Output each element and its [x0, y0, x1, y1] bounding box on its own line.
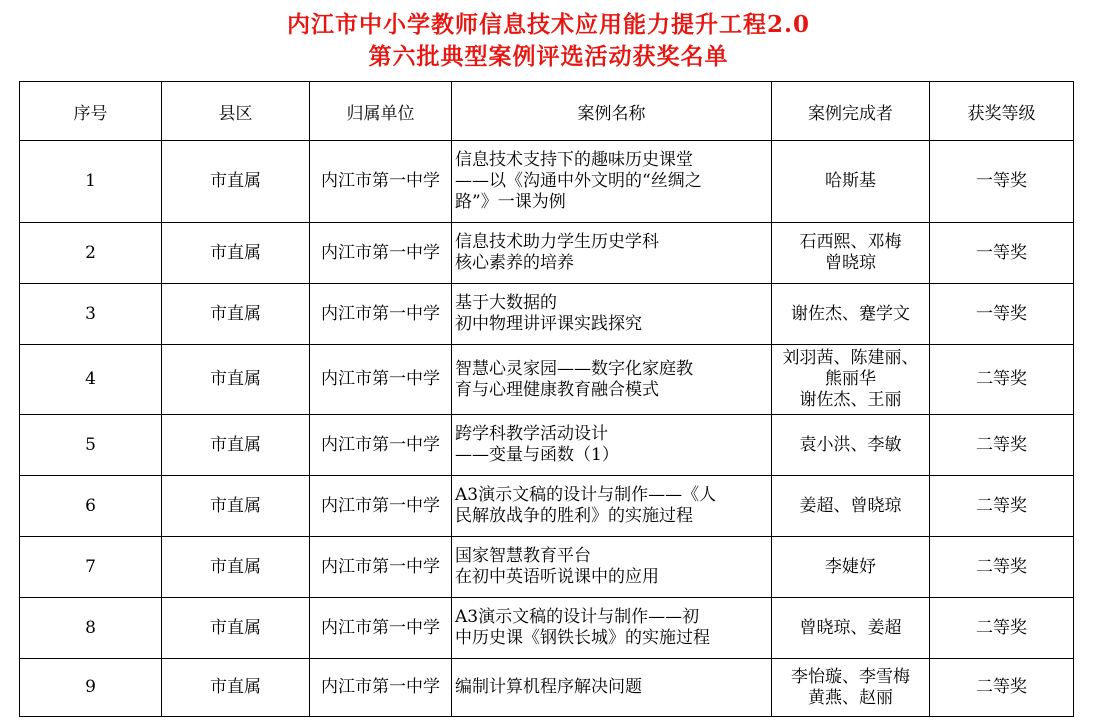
cell-unit: 内江市第一中学 [310, 537, 452, 598]
case-line: 路”》一课为例 [455, 192, 566, 212]
case-line: 中历史课《钢铁长城》的实施过程 [455, 628, 710, 648]
cell-county: 市直属 [162, 345, 310, 415]
author-line: 李婕妤 [825, 556, 876, 577]
title-line-2: 第六批典型案例评选活动获奖名单 [368, 43, 729, 70]
table-row [20, 476, 1074, 537]
cell-case [452, 141, 772, 223]
cell-authors [772, 141, 930, 223]
case-line: 跨学科教学活动设计 [455, 424, 608, 444]
case-line: 智慧心灵家园——数字化家庭教 [455, 358, 693, 379]
title-line-1: 内江市中小学教师信息技术应用能力提升工程2.0 [286, 11, 810, 38]
cell-level: 二等奖 [930, 476, 1074, 537]
cell-county: 市直属 [162, 476, 310, 537]
cell-authors [772, 659, 930, 717]
author-line: 石西熙、邓梅 [799, 232, 902, 252]
case-line: 在初中英语听说课中的应用 [455, 567, 659, 587]
cell-authors [772, 598, 930, 659]
author-line: 曾晓琼 [825, 253, 876, 273]
cell-no: 2 [20, 223, 162, 284]
award-table [19, 81, 1074, 717]
table-row [20, 345, 1074, 415]
cell-case [452, 345, 772, 415]
case-line: 民解放战争的胜利》的实施过程 [455, 506, 693, 526]
cell-case [452, 598, 772, 659]
cell-level: 一等奖 [930, 284, 1074, 345]
cell-no: 8 [20, 598, 162, 659]
cell-level: 二等奖 [930, 598, 1074, 659]
cell-county: 市直属 [162, 284, 310, 345]
cell-level: 一等奖 [930, 223, 1074, 284]
cell-county: 市直属 [162, 415, 310, 476]
header-unit: 归属单位 [310, 82, 452, 141]
author-line: 袁小洪、李敏 [799, 434, 902, 455]
cell-authors [772, 223, 930, 284]
header-level: 获奖等级 [930, 82, 1074, 141]
table-row [20, 284, 1074, 345]
cell-no: 5 [20, 415, 162, 476]
case-line: 国家智慧教育平台 [455, 546, 591, 566]
cell-county: 市直属 [162, 537, 310, 598]
author-line: 谢佐杰、王丽 [799, 390, 902, 410]
cell-no: 3 [20, 284, 162, 345]
cell-no: 1 [20, 141, 162, 223]
table-row [20, 659, 1074, 717]
cell-level: 二等奖 [930, 415, 1074, 476]
cell-authors [772, 345, 930, 415]
case-line: 编制计算机程序解决问题 [455, 677, 642, 697]
header-authors: 案例完成者 [772, 82, 930, 141]
cell-level: 二等奖 [930, 659, 1074, 717]
cell-unit: 内江市第一中学 [310, 659, 452, 717]
cell-county: 市直属 [162, 223, 310, 284]
author-line: 哈斯基 [825, 171, 876, 191]
cell-county: 市直属 [162, 659, 310, 717]
cell-unit: 内江市第一中学 [310, 598, 452, 659]
cell-unit: 内江市第一中学 [310, 223, 452, 284]
case-line: 育与心理健康教育融合模式 [455, 379, 659, 400]
cell-case [452, 659, 772, 717]
table-row [20, 537, 1074, 598]
cell-no: 9 [20, 659, 162, 717]
header-row [20, 82, 1074, 141]
author-line: 刘羽茜、陈建丽、 [782, 348, 919, 368]
table-row [20, 415, 1074, 476]
cell-case [452, 223, 772, 284]
header-no: 序号 [20, 82, 162, 141]
cell-unit: 内江市第一中学 [310, 476, 452, 537]
author-line: 谢佐杰、蹇学文 [791, 303, 910, 324]
cell-authors [772, 415, 930, 476]
case-line: ——以《沟通中外文明的“丝绸之 [455, 171, 702, 191]
case-line: A3演示文稿的设计与制作——《人 [455, 485, 717, 505]
cell-no: 7 [20, 537, 162, 598]
cell-case [452, 476, 772, 537]
cell-level: 二等奖 [930, 345, 1074, 415]
cell-unit: 内江市第一中学 [310, 345, 452, 415]
case-line: ——变量与函数（1） [455, 445, 619, 465]
cell-county: 市直属 [162, 598, 310, 659]
table-row [20, 598, 1074, 659]
author-line: 李怡璇、李雪梅 [791, 666, 910, 687]
author-line: 黄燕、赵丽 [808, 687, 893, 708]
case-line: 核心素养的培养 [455, 253, 574, 273]
author-line: 曾晓琼、姜超 [799, 617, 902, 638]
cell-case [452, 415, 772, 476]
cell-unit: 内江市第一中学 [310, 284, 452, 345]
cell-level: 二等奖 [930, 537, 1074, 598]
cell-authors [772, 284, 930, 345]
cell-case [452, 284, 772, 345]
header-county: 县区 [162, 82, 310, 141]
table-row [20, 141, 1074, 223]
cell-unit: 内江市第一中学 [310, 141, 452, 223]
cell-level: 一等奖 [930, 141, 1074, 223]
cell-no: 4 [20, 345, 162, 415]
cell-county: 市直属 [162, 141, 310, 223]
header-case: 案例名称 [452, 82, 772, 141]
case-line: 信息技术支持下的趣味历史课堂 [455, 150, 693, 170]
cell-authors [772, 476, 930, 537]
case-line: A3演示文稿的设计与制作——初 [455, 607, 700, 627]
cell-no: 6 [20, 476, 162, 537]
cell-case [452, 537, 772, 598]
cell-authors [772, 537, 930, 598]
table-row [20, 223, 1074, 284]
case-line: 基于大数据的 [455, 293, 557, 313]
case-line: 初中物理讲评课实践探究 [455, 314, 642, 334]
cell-unit: 内江市第一中学 [310, 415, 452, 476]
author-line: 姜超、曾晓琼 [799, 495, 902, 516]
case-line: 信息技术助力学生历史学科 [455, 232, 659, 252]
author-line: 熊丽华 [825, 369, 876, 389]
